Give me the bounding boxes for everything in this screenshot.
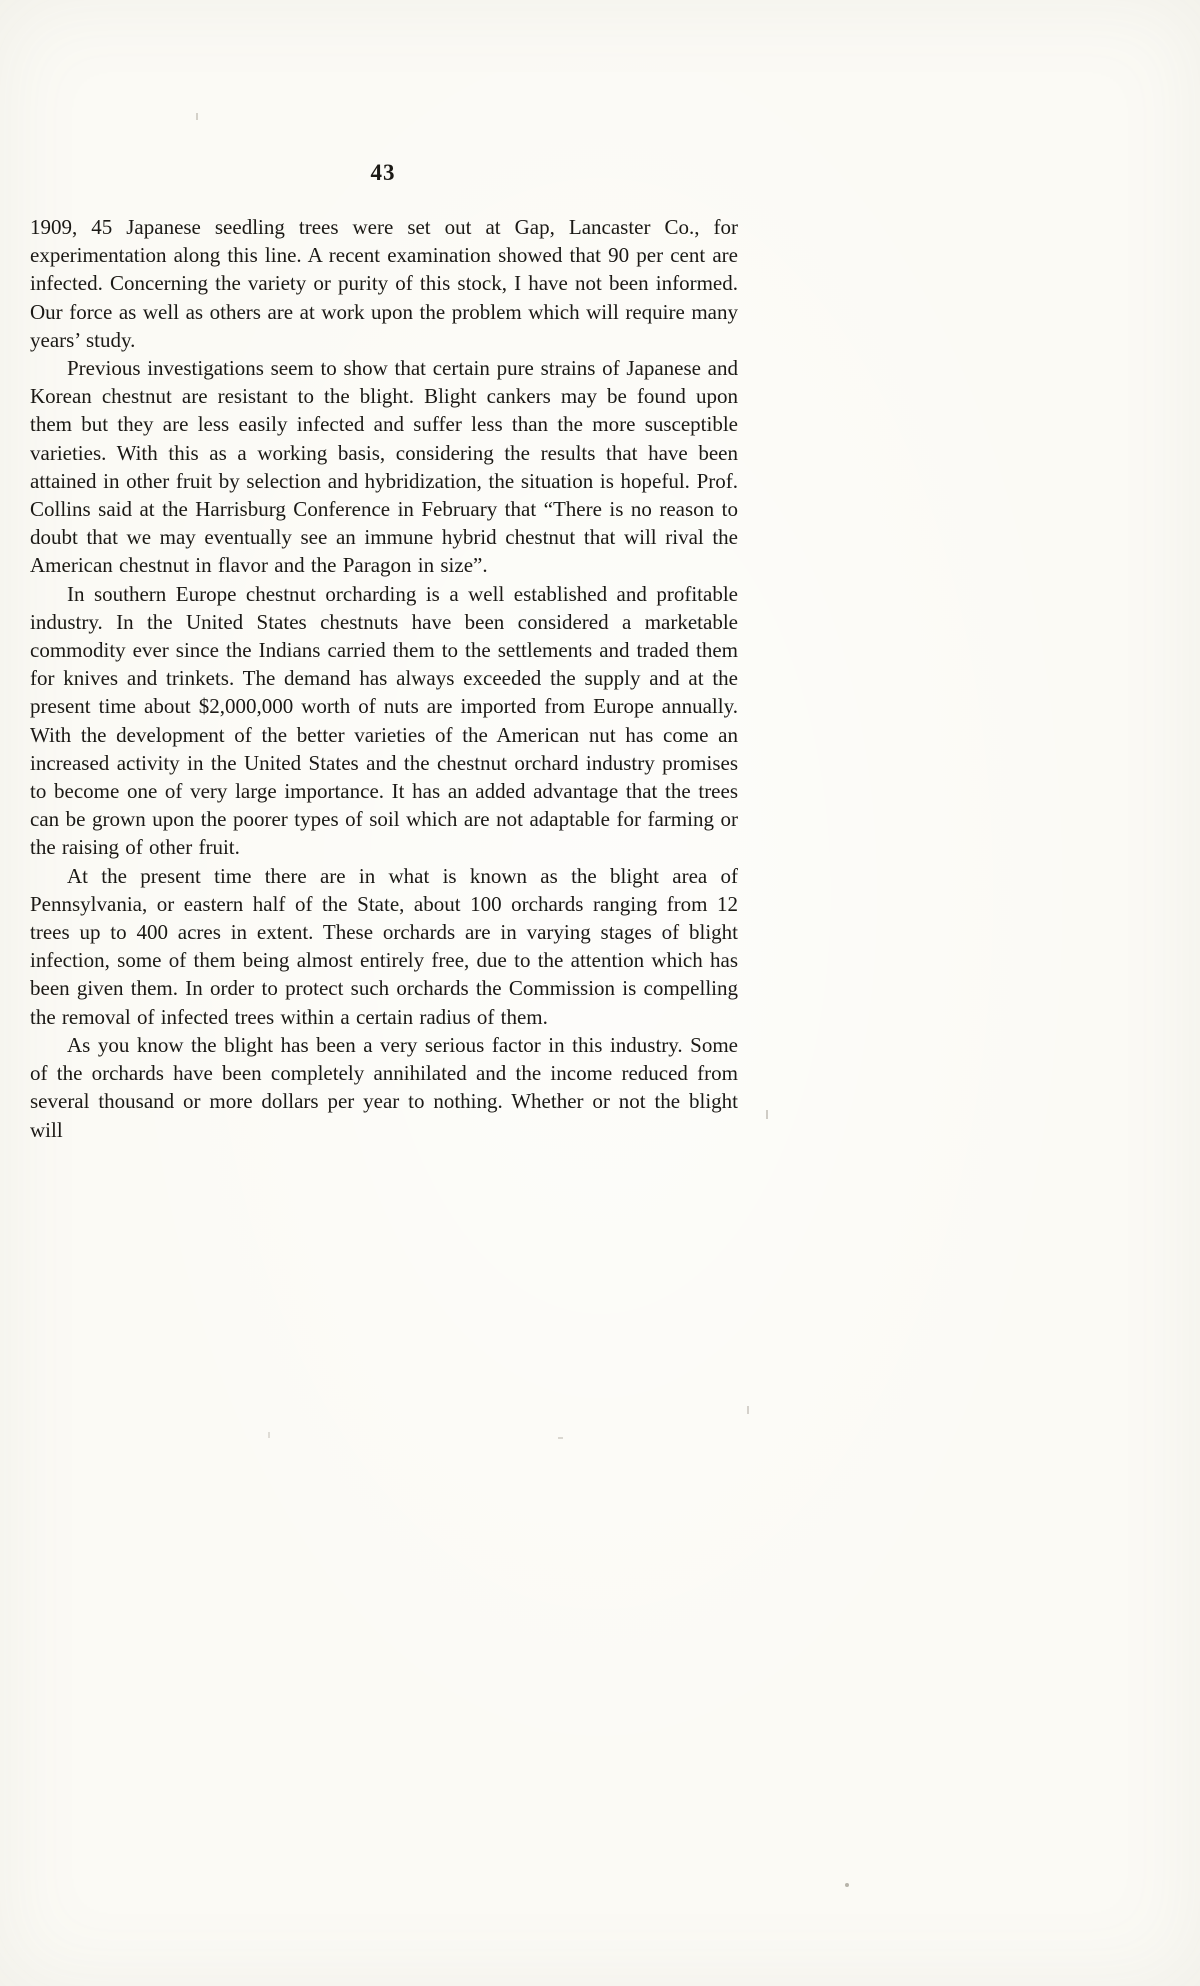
- body-text: [30, 213, 738, 1144]
- scan-artifact: [196, 113, 198, 120]
- scan-artifact: [845, 1883, 849, 1887]
- paragraph: 1909, 45 Japanese seedling trees were set out at Gap, Lancaster Co., for experimentation along this line. A recent examination showed that 90 per cent are infected. Concerning the variety or purity of this stock, I have not been informed. Our force as well as others are at work upon the problem which will require many years’ study.: [30, 215, 738, 352]
- scan-artifact: [766, 1110, 768, 1119]
- paragraph: As you know the blight has been a very serious factor in this industry. Some of the orchards have been completely annihilated and the income reduced from several thousand or more dollars per year to nothing. Whether or not the blight will: [30, 1032, 738, 1142]
- scan-artifact: [558, 1437, 563, 1439]
- paragraph: Previous investigations seem to show that certain pure strains of Japanese and Korean chestnut are resistant to the blight. Blight cankers may be found upon them but they are less easily infected and suffer less than the more susceptible varieties. With this as a working basis, considering the results that have been attained in other fruit by selection and hybridization, the situation is hopeful. Prof. Collins said at the Harrisburg Conference in February that “There is no reason to doubt that we may eventually see an immune hybrid chestnut that will rival the American chestnut in flavor and the Paragon in size”.: [30, 356, 738, 578]
- paragraph: In southern Europe chestnut orcharding is a well established and profitable industry. In the United States chestnuts have been considered a marketable commodity ever since the Indians carried them to the settlements and traded them for knives and trinkets. The demand has always exceeded the supply and at the present time about $2,000,000 worth of nuts are imported from Europe annually. With the development of the better varieties of the American nut has come an increased activity in the United States and the chestnut orchard industry promises to become one of very large importance. It has an added advantage that the trees can be grown upon the poorer types of soil which are not adaptable for farming or the raising of other fruit.: [30, 581, 738, 860]
- scan-artifact: [747, 1406, 749, 1414]
- scan-artifact: [268, 1432, 270, 1438]
- page-number: 43: [370, 160, 396, 185]
- paragraph: At the present time there are in what is known as the blight area of Pennsylvania, or eastern half of the State, about 100 orchards ranging from 12 trees up to 400 acres in extent. These orchards are in varying stages of blight infection, some of them being almost entirely free, due to the attention which has been given them. In order to protect such orchards the Commission is compelling the removal of infected trees within a certain radius of them.: [30, 863, 738, 1029]
